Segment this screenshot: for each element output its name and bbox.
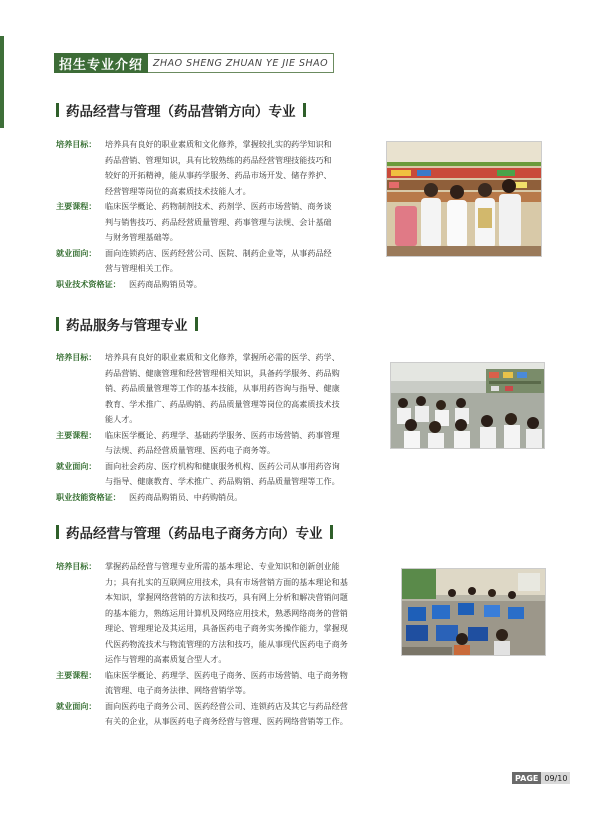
text-line: 运作与管理的高素质复合型人才。 [105,654,227,664]
text-line: 与法规、药品经营质量管理、医药电子商务等。 [105,445,275,455]
text-line: 营与管理相关工作。 [105,263,178,273]
page-label: PAGE [512,772,541,784]
text-line: 面向医药电子商务公司、医药经营公司、连锁药店及其它与药品经营 [105,700,348,711]
side-accent-strip [0,36,4,128]
section-pharma-service [56,314,550,334]
title-bar-left [56,103,59,117]
text-line: 临床医学概论、药理学、医药电子商务、医药市场营销、电子商务物 [105,669,348,680]
title-bar-left [56,525,59,539]
text-line: 销、药品质量管理等工作的基本技能，从事用药咨询与指导、健康 [105,383,340,393]
field-employment [56,699,396,730]
photo-pharmacy-staff-image [387,142,541,256]
text-line: 掌握药品经营与管理专业所需的基本理论、专业知识和创新创业能 [105,561,340,571]
header-title-cn: 招生专业介绍 [54,53,148,73]
photo-computer-lab-image [402,569,545,655]
field-label: 就业面向： [56,700,97,711]
text-line: 流管理、电子商务法律、网络营销学等。 [105,685,251,695]
title-bar-right [195,317,198,331]
text-line: 面向社会药房、医疗机构和健康服务机构、医药公司从事用药咨询 [105,460,340,471]
field-main-courses [56,428,386,459]
page-header [54,53,334,73]
text-line: 较好的开拓精神，能从事药学服务、药品市场开发、储存养护、 [105,170,332,180]
field-employment [56,459,386,490]
section-title-text: 药品经营与管理（药品电子商务方向）专业 [66,526,323,542]
field-main-courses [56,668,396,699]
page-indicator [512,772,570,784]
header-title-en: ZHAO SHENG ZHUAN YE JIE SHAO [148,53,334,73]
field-label: 就业面向： [56,247,97,258]
field-training-goal [56,137,376,199]
section-pharma-marketing-body [56,137,376,292]
section-title [56,100,550,120]
text-line: 理论、管理理论及其运用，具备医药电子商务实务操作能力，掌握现 [105,623,348,633]
text-line: 培养具有良好的职业素质和文化修养，掌握所必需的医学、药学、 [105,352,340,362]
text-line: 能人才。 [105,414,138,424]
title-bar-left [56,317,59,331]
section-title [56,314,550,334]
text-line: 临床医学概论、药理学、基础药学服务、医药市场营销、药事管理 [105,429,340,440]
text-line: 医药商品购销员、中药购销员。 [129,491,243,502]
field-certificate [56,277,376,293]
field-training-goal [56,559,396,668]
text-line: 本知识，掌握网络营销的方法和技巧，具有网上分析和解决营销问题 [105,592,348,602]
field-employment [56,246,376,277]
field-label: 就业面向： [56,460,97,471]
photo-pharmacy-staff [386,141,542,257]
field-label: 培养目标： [56,139,97,149]
field-training-goal [56,350,386,428]
text-line: 的基本能力，熟练运用计算机及网络应用技术，熟悉网络商务的营销 [105,607,348,618]
section-title-text: 药品经营与管理（药品营销方向）专业 [66,104,296,120]
text-line: 经营管理等岗位的高素质技术技能人才。 [105,185,251,196]
photo-classroom-image [391,363,544,448]
section-title [56,522,550,542]
text-line: 药品营销、管理知识，具有比较熟练的药品经营管理技能技巧和 [105,154,332,165]
section-pharma-ecommerce-body [56,559,396,730]
text-line: 临床医学概论、药物制剂技术、药剂学、医药市场营销、商务谈 [105,201,332,211]
text-line: 判与销售技巧、药品经营质量管理、药事管理与法规、会计基础 [105,216,332,227]
field-label: 主要课程： [56,429,97,440]
field-label: 主要课程： [56,201,97,211]
text-line: 教育、学术推广、药品购销、药品质量管理等岗位的高素质技术技 [105,398,340,409]
text-line: 力；具有扎实的互联网应用技术，具有市场营销方面的基本理论和基 [105,576,348,587]
text-line: 与指导、健康教育、学术推广、药品购销、药品质量管理等工作。 [105,476,340,486]
field-label: 职业技术资格证： [56,278,121,289]
title-bar-right [303,103,306,117]
field-label: 培养目标： [56,561,97,571]
title-bar-right [330,525,333,539]
text-line: 面向连锁药店、医药经营公司、医院、制药企业等，从事药品经 [105,247,332,258]
text-line: 培养具有良好的职业素质和文化修养，掌握较扎实的药学知识和 [105,139,332,149]
text-line: 药品营销、健康管理和经营管理相关知识，具备药学服务、药品购 [105,367,340,378]
section-pharma-marketing [56,100,550,120]
text-line: 有关的企业，从事医药电子商务经营与管理、医药网络营销等工作。 [105,716,348,726]
text-line: 与财务管理基础等。 [105,232,178,242]
text-line: 代医药物流技术与物流管理的方法和技巧，能从事现代医药电子商务 [105,638,348,649]
field-main-courses [56,199,376,246]
field-certificate [56,490,386,506]
page-number: 09/10 [541,772,570,784]
photo-classroom [390,362,545,449]
section-title-text: 药品服务与管理专业 [66,318,188,334]
field-label: 职业技能资格证： [56,491,121,502]
field-label: 主要课程： [56,669,97,680]
text-line: 医药商品购销员等。 [129,278,202,289]
section-pharma-service-body [56,350,386,505]
field-label: 培养目标： [56,352,97,362]
section-pharma-ecommerce [56,522,550,542]
photo-computer-lab [401,568,546,656]
